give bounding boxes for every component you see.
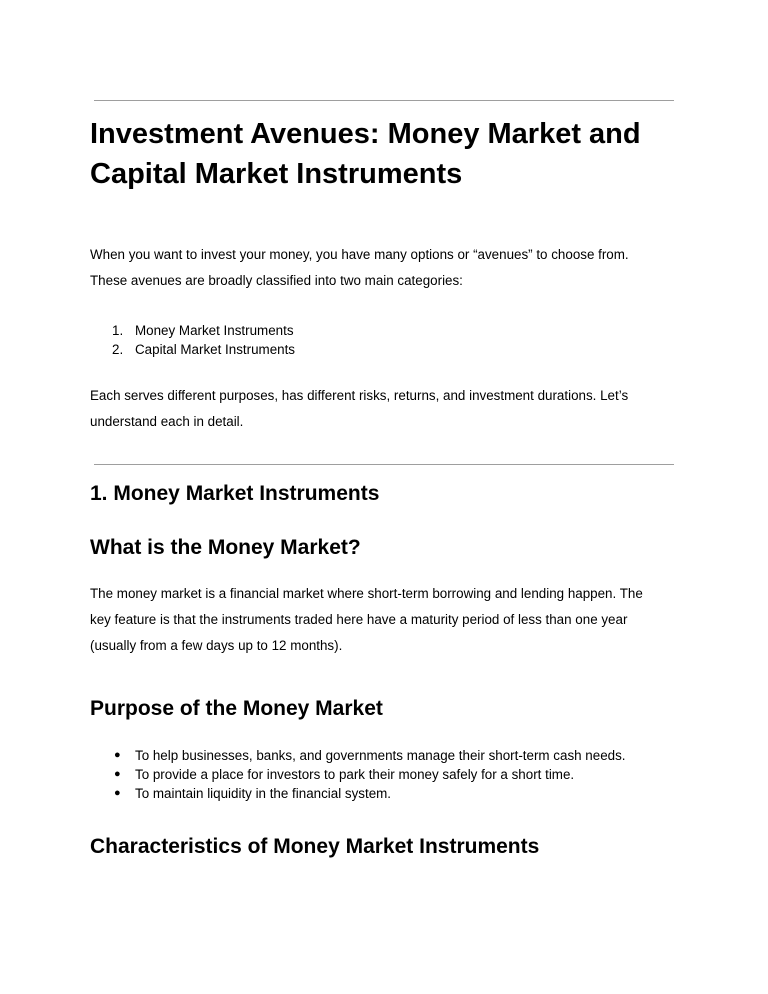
bullet-dot-icon: ● xyxy=(114,749,121,761)
subheading-what-is-money-market: What is the Money Market? xyxy=(90,536,361,559)
list-item xyxy=(90,340,680,359)
subheading-characteristics: Characteristics of Money Market Instruments xyxy=(90,835,540,858)
categories-list xyxy=(90,321,680,359)
document-title xyxy=(90,114,690,194)
list-item xyxy=(90,746,680,765)
what-is-line-1: The money market is a financial market where short-term borrowing and lending happen. The xyxy=(90,586,643,601)
intro-paragraph xyxy=(90,242,680,294)
purpose-list xyxy=(90,746,680,803)
list-item xyxy=(90,765,680,784)
intro-line-1: When you want to invest your money, you have many options or “avenues” to choose from. xyxy=(90,247,629,262)
horizontal-rule-section xyxy=(94,464,674,465)
intro-line-2: These avenues are broadly classified into two main categories: xyxy=(90,273,463,288)
list-item xyxy=(90,784,680,803)
document-title-line-1: Investment Avenues: Money Market and xyxy=(90,118,641,150)
horizontal-rule-top xyxy=(94,100,674,101)
summary-line-2: understand each in detail. xyxy=(90,414,244,429)
section-heading-money-market-instruments: 1. Money Market Instruments xyxy=(90,482,380,505)
subheading-purpose-money-market: Purpose of the Money Market xyxy=(90,697,383,720)
document-title-line-2: Capital Market Instruments xyxy=(90,158,463,190)
list-item-label: Money Market Instruments xyxy=(135,323,294,338)
bullet-dot-icon: ● xyxy=(114,787,121,799)
summary-line-1: Each serves different purposes, has different risks, returns, and investment durations. Let’s xyxy=(90,388,629,403)
bullet-dot-icon: ● xyxy=(114,768,121,780)
summary-paragraph xyxy=(90,383,680,435)
what-is-paragraph xyxy=(90,581,680,659)
list-marker: 2. xyxy=(112,342,124,357)
what-is-line-3: (usually from a few days up to 12 months). xyxy=(90,638,343,653)
list-item xyxy=(90,321,680,340)
list-item-label: To provide a place for investors to park their money safely for a short time. xyxy=(135,767,575,782)
list-item-label: To help businesses, banks, and governments manage their short-term cash needs. xyxy=(135,748,626,763)
list-item-label: To maintain liquidity in the financial system. xyxy=(135,786,392,801)
what-is-line-2: key feature is that the instruments traded here have a maturity period of less than one year xyxy=(90,612,628,627)
list-marker: 1. xyxy=(112,323,124,338)
list-item-label: Capital Market Instruments xyxy=(135,342,296,357)
